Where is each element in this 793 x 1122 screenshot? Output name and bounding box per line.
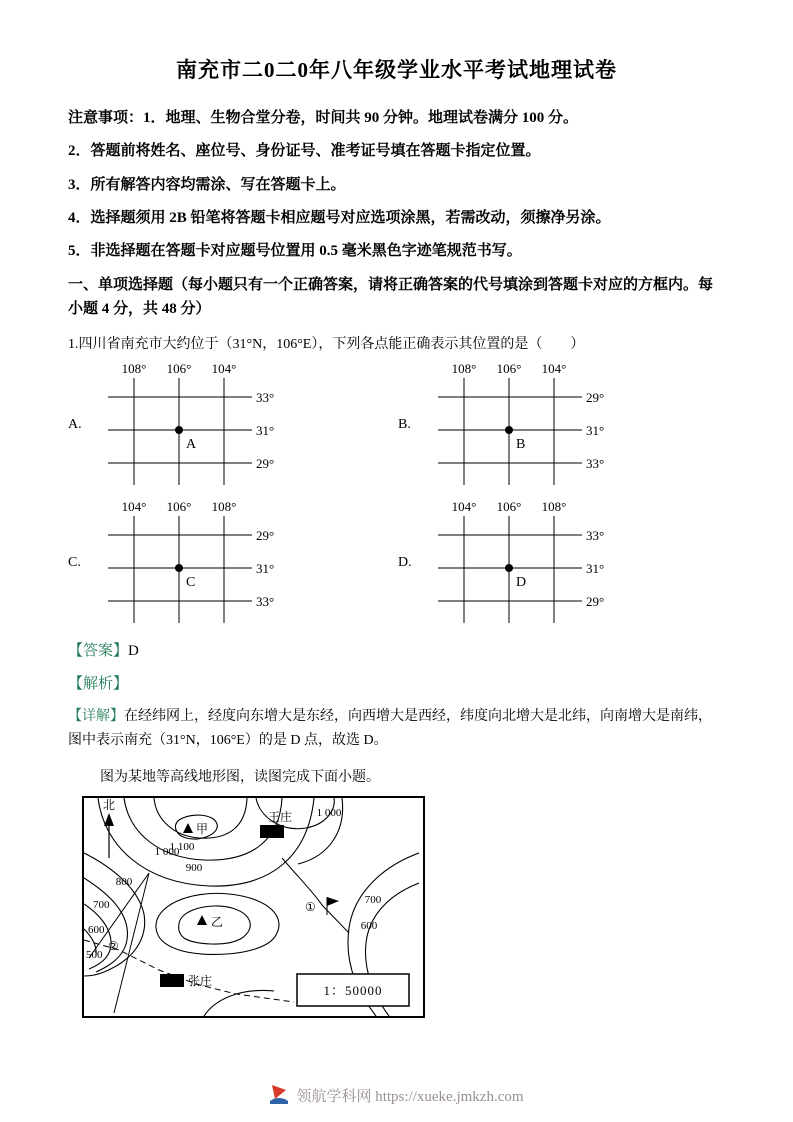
longitude-label: 104° [541, 360, 567, 376]
point-label: C [186, 574, 196, 590]
point-label: A [186, 436, 197, 452]
location-point [175, 564, 183, 572]
elevation-label-600-left: 600 [88, 923, 105, 936]
point-1-label: ① [305, 899, 316, 914]
longitude-label: 108° [541, 498, 567, 514]
elevation-label-800: 800 [115, 875, 133, 888]
peak-jia-elevation-label: 1 100 [169, 840, 195, 853]
longitude-label: 104° [211, 360, 237, 376]
option-a-letter: A. [68, 416, 82, 432]
coordinate-grid-d [432, 499, 610, 627]
latitude-label: 31° [586, 560, 605, 576]
analysis-tag: 【解析】 [68, 675, 129, 692]
longitude-label: 106° [496, 360, 522, 376]
coordinate-grid-b [432, 361, 610, 489]
longitude-label: 106° [496, 498, 522, 514]
option-d-letter: D. [398, 554, 412, 570]
longitude-label: 104° [451, 498, 477, 514]
option-c [68, 499, 398, 627]
option-d [398, 499, 725, 627]
coordinate-grid-c [102, 499, 280, 627]
footer-watermark [0, 1084, 793, 1106]
notice-line-4: 4．选择题须用 2B 铅笔将答题卡相应题号对应选项涂黑，若需改动，须擦净另涂。 [68, 209, 611, 226]
question-1-options [68, 361, 725, 627]
elevation-label-600-right: 600 [360, 919, 378, 932]
latitude-label: 33° [256, 593, 275, 609]
latitude-label: 29° [256, 527, 275, 543]
answer-tag: 【答案】 [68, 642, 129, 659]
point-label: B [516, 436, 526, 452]
elevation-label-1000-left: 1 000 [154, 845, 180, 858]
elevation-label-1000-right: 1 000 [316, 806, 342, 819]
longitude-label: 108° [211, 498, 237, 514]
peak-jia-label: 甲 [196, 821, 209, 836]
peak-yi-marker [197, 915, 223, 929]
page-title: 南充市二0二0年八年级学业水平考试地理试卷 [176, 58, 617, 82]
notice-line-1: 注意事项：1．地理、生物合堂分卷，时间共 90 分钟。地理试卷满分 100 分。 [68, 110, 579, 126]
point-label: D [516, 574, 527, 590]
contour-map-intro: 图为某地等高线地形图，读图完成下面小题。 [100, 769, 380, 785]
elevation-label-700-right: 700 [364, 893, 382, 906]
option-b-letter: B. [398, 416, 411, 432]
longitude-label: 104° [121, 498, 147, 514]
section-1-heading: 一、单项选择题（每小题只有一个正确答案，请将正确答案的代号填涂到答题卡对应的方框内。每小题 4 分，共 48 分） [68, 277, 714, 317]
coordinate-grid-a [102, 361, 280, 489]
longitude-label: 106° [166, 498, 192, 514]
point-2-label: ② [108, 938, 119, 953]
location-point [175, 426, 183, 434]
analysis-line [68, 672, 725, 693]
latitude-label: 29° [586, 593, 605, 609]
notice-line-3: 3．所有解答内容均需涂、写在答题卡上。 [68, 176, 346, 193]
longitude-label: 108° [451, 360, 477, 376]
longitude-label: 108° [121, 360, 147, 376]
elevation-label-500: 500 [86, 948, 103, 961]
latitude-label: 29° [586, 389, 605, 405]
north-label: 北 [102, 797, 116, 812]
latitude-label: 29° [256, 455, 275, 471]
option-c-letter: C. [68, 554, 81, 570]
latitude-label: 33° [586, 527, 605, 543]
detail-text: 在经纬网上，经度向东增大是东经，向西增大是西经，纬度向北增大是北纬，向南增大是南纬，图中表示南充（31°N，106°E）的是 D 点，故选 D。 [68, 708, 712, 749]
contour-map-figure [84, 798, 419, 1016]
notice-line-5: 5．非选择题在答题卡对应题号位置用 0.5 毫米黑色字迹笔规范书写。 [68, 243, 522, 259]
elevation-label-900: 900 [185, 861, 203, 874]
option-b [398, 361, 725, 489]
elevation-label-700-left: 700 [93, 898, 110, 911]
detail-paragraph [68, 705, 725, 754]
footer-text: 领航学科网 https://xueke.jmkzh.com [296, 1088, 524, 1105]
option-a [68, 361, 398, 489]
answer-value: D [128, 642, 139, 659]
point-1-marker [305, 897, 339, 915]
village-wang-label: 王庄 [268, 809, 293, 824]
longitude-label: 106° [166, 360, 192, 376]
latitude-label: 31° [256, 422, 275, 438]
latitude-label: 33° [586, 455, 605, 471]
latitude-label: 33° [256, 389, 275, 405]
latitude-label: 31° [256, 560, 275, 576]
xueke-logo-icon [269, 1084, 289, 1106]
north-arrow-icon [103, 798, 115, 858]
scale-box [297, 974, 409, 1006]
notice-line-2: 2．答题前将姓名、座位号、身份证号、准考证号填在答题卡指定位置。 [68, 143, 541, 160]
contour-map [82, 796, 425, 1018]
detail-tag: 【详解】 [68, 708, 124, 724]
answer-line [68, 639, 725, 660]
question-1-text: 1.四川省南充市大约位于（31°N，106°E），下列各点能正确表示其位置的是（ ） [68, 336, 585, 352]
location-point [505, 426, 513, 434]
location-point [505, 564, 513, 572]
peak-yi-label: 乙 [211, 914, 224, 929]
village-wang-marker [260, 809, 292, 838]
village-zhang-label: 张庄 [188, 973, 213, 988]
scale-label: 1：50000 [323, 982, 383, 998]
latitude-label: 31° [586, 422, 605, 438]
